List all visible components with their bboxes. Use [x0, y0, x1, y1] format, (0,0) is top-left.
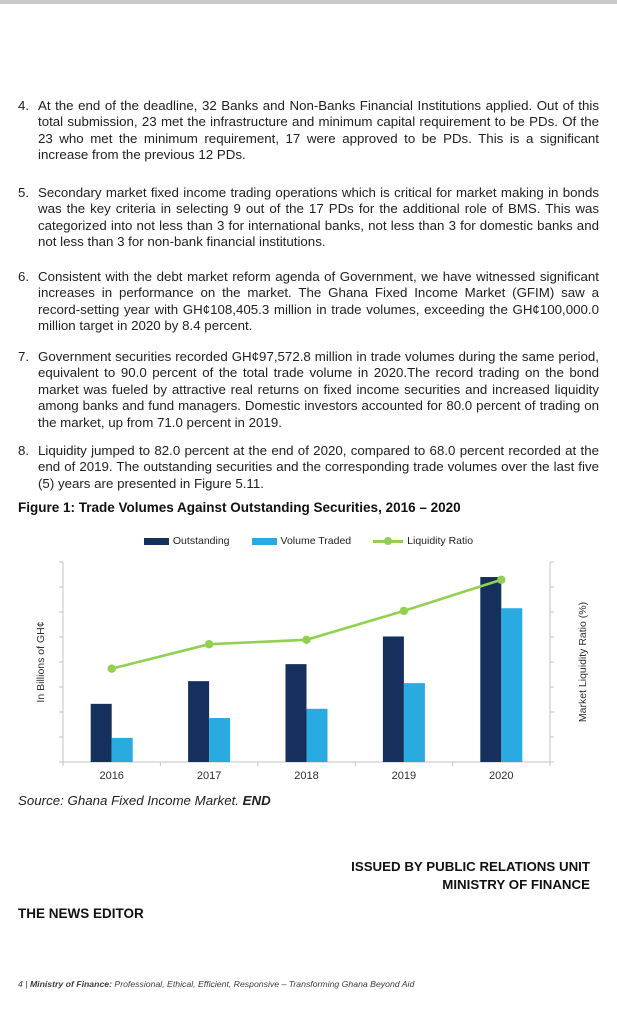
- liquidity-ratio-marker-2018: [302, 636, 310, 644]
- legend-label: Outstanding: [172, 535, 230, 547]
- issuer-name: MINISTRY OF FINANCE: [442, 877, 590, 892]
- footer-separator: |: [22, 979, 30, 989]
- outstanding-bar-2018: [286, 664, 307, 762]
- line-marker-icon: [384, 537, 392, 545]
- volume-traded-bar-2016: [112, 738, 133, 762]
- news-editor-salutation: THE NEWS EDITOR: [18, 906, 144, 921]
- legend-label: Volume Traded: [280, 535, 352, 547]
- trade-volumes-chart: [0, 533, 617, 789]
- footer-tagline: Professional, Ethical, Efficient, Responsive – Transforming Ghana Beyond Aid: [112, 979, 415, 989]
- outstanding-bar-2019: [383, 636, 404, 762]
- volume-traded-bar-2019: [404, 683, 425, 762]
- paragraph-number: 8.: [18, 443, 30, 458]
- paragraph-number: 5.: [18, 185, 30, 200]
- legend-item-volume-traded: [252, 535, 352, 547]
- paragraph-6: [18, 269, 599, 335]
- footer-page-number: 4: [18, 979, 23, 989]
- source-text: Source: Ghana Fixed Income Market.: [18, 793, 243, 808]
- x-axis-label-2017: 2017: [196, 770, 222, 782]
- volume-traded-bar-2020: [501, 608, 522, 762]
- paragraph-number: 4.: [18, 98, 30, 113]
- legend-item-outstanding: [144, 535, 230, 547]
- x-axis-label-2016: 2016: [99, 770, 124, 782]
- liquidity-ratio-swatch-icon: [373, 540, 403, 543]
- outstanding-bar-2017: [188, 681, 209, 762]
- issued-by-block: [351, 858, 590, 894]
- volume-traded-bar-2017: [209, 718, 230, 762]
- outstanding-swatch-icon: [144, 538, 169, 545]
- figure-title: Figure 1: Trade Volumes Against Outstanding Securities, 2016 – 2020: [18, 500, 461, 515]
- x-axis-label-2018: 2018: [294, 770, 319, 782]
- paragraph-5: [18, 185, 599, 251]
- paragraph-text: At the end of the deadline, 32 Banks and Non-Banks Financial Institutions applied. Out of this total submission, 23 met the infrastructure and minimum capital requirement to be PDs. Of the 23 who met the minimum requirement, 17 were approved to be PDs. This is a significant increase from the previous 12 PDs.: [38, 98, 599, 163]
- chart-legend: [0, 533, 617, 549]
- source-note: [18, 793, 271, 808]
- outstanding-bar-2016: [91, 704, 112, 762]
- volume-traded-bar-2018: [307, 709, 328, 762]
- footer-brand: Ministry of Finance:: [29, 979, 112, 989]
- paragraph-text: Secondary market fixed income trading operations which is critical for market making in bonds was the key criteria in selecting 9 out of the 17 PDs for the additional role of BMS. This was categorized into not less than 3 for international banks, not less than 3 for domestic banks and not less than 3 for non-bank financial institutions.: [38, 185, 599, 250]
- paragraph-text: Government securities recorded GH¢97,572.8 million in trade volumes during the same period, equivalent to 90.0 percent of the total trade volume in 2020.The record trading on the bond market was fueled by attractive real returns on fixed income securities and increased liquidity among banks and fund managers. Domestic investors accounted for 80.0 percent of trading on the market, up from 71.0 percent in 2019.: [38, 349, 599, 430]
- liquidity-ratio-marker-2017: [205, 640, 213, 648]
- page-footer: [18, 979, 414, 989]
- paragraph-8: [18, 443, 599, 492]
- liquidity-ratio-marker-2019: [400, 607, 408, 615]
- paragraph-number: 6.: [18, 269, 30, 284]
- window-top-edge: [0, 0, 617, 4]
- outstanding-bar-2020: [480, 577, 501, 762]
- right-axis-title: Market Liquidity Ratio (%): [577, 601, 589, 723]
- volume-traded-swatch-icon: [252, 538, 277, 545]
- paragraph-text: Consistent with the debt market reform agenda of Government, we have witnessed significant increases in performance on the market. The Ghana Fixed Income Market (GFIM) saw a record-setting year with GH¢108,405.3 million in trade volumes, exceeding the GH¢100,000.0 million target in 2020 by 8.4 percent.: [38, 269, 599, 334]
- chart-plot-area: [0, 549, 617, 789]
- paragraph-4: [18, 98, 599, 164]
- paragraph-text: Liquidity jumped to 82.0 percent at the end of 2020, compared to 68.0 percent recorded at the end of 2019. The outstanding securities and the corresponding trade volumes over the last five (5) years are presented in Figure 5.11.: [38, 443, 599, 491]
- legend-label: Liquidity Ratio: [407, 535, 474, 547]
- paragraph-7: [18, 349, 599, 431]
- liquidity-ratio-marker-2020: [497, 576, 505, 584]
- liquidity-ratio-line: [112, 580, 502, 669]
- liquidity-ratio-marker-2016: [108, 664, 116, 672]
- x-axis-label-2020: 2020: [489, 770, 514, 782]
- paragraph-number: 7.: [18, 349, 30, 364]
- x-axis-label-2019: 2019: [391, 770, 417, 782]
- issued-by-line: ISSUED BY PUBLIC RELATIONS UNIT: [351, 859, 590, 874]
- left-axis-title: In Billions of GH¢: [35, 621, 47, 703]
- legend-item-liquidity-ratio: [373, 535, 473, 547]
- source-end-marker: END: [242, 793, 271, 808]
